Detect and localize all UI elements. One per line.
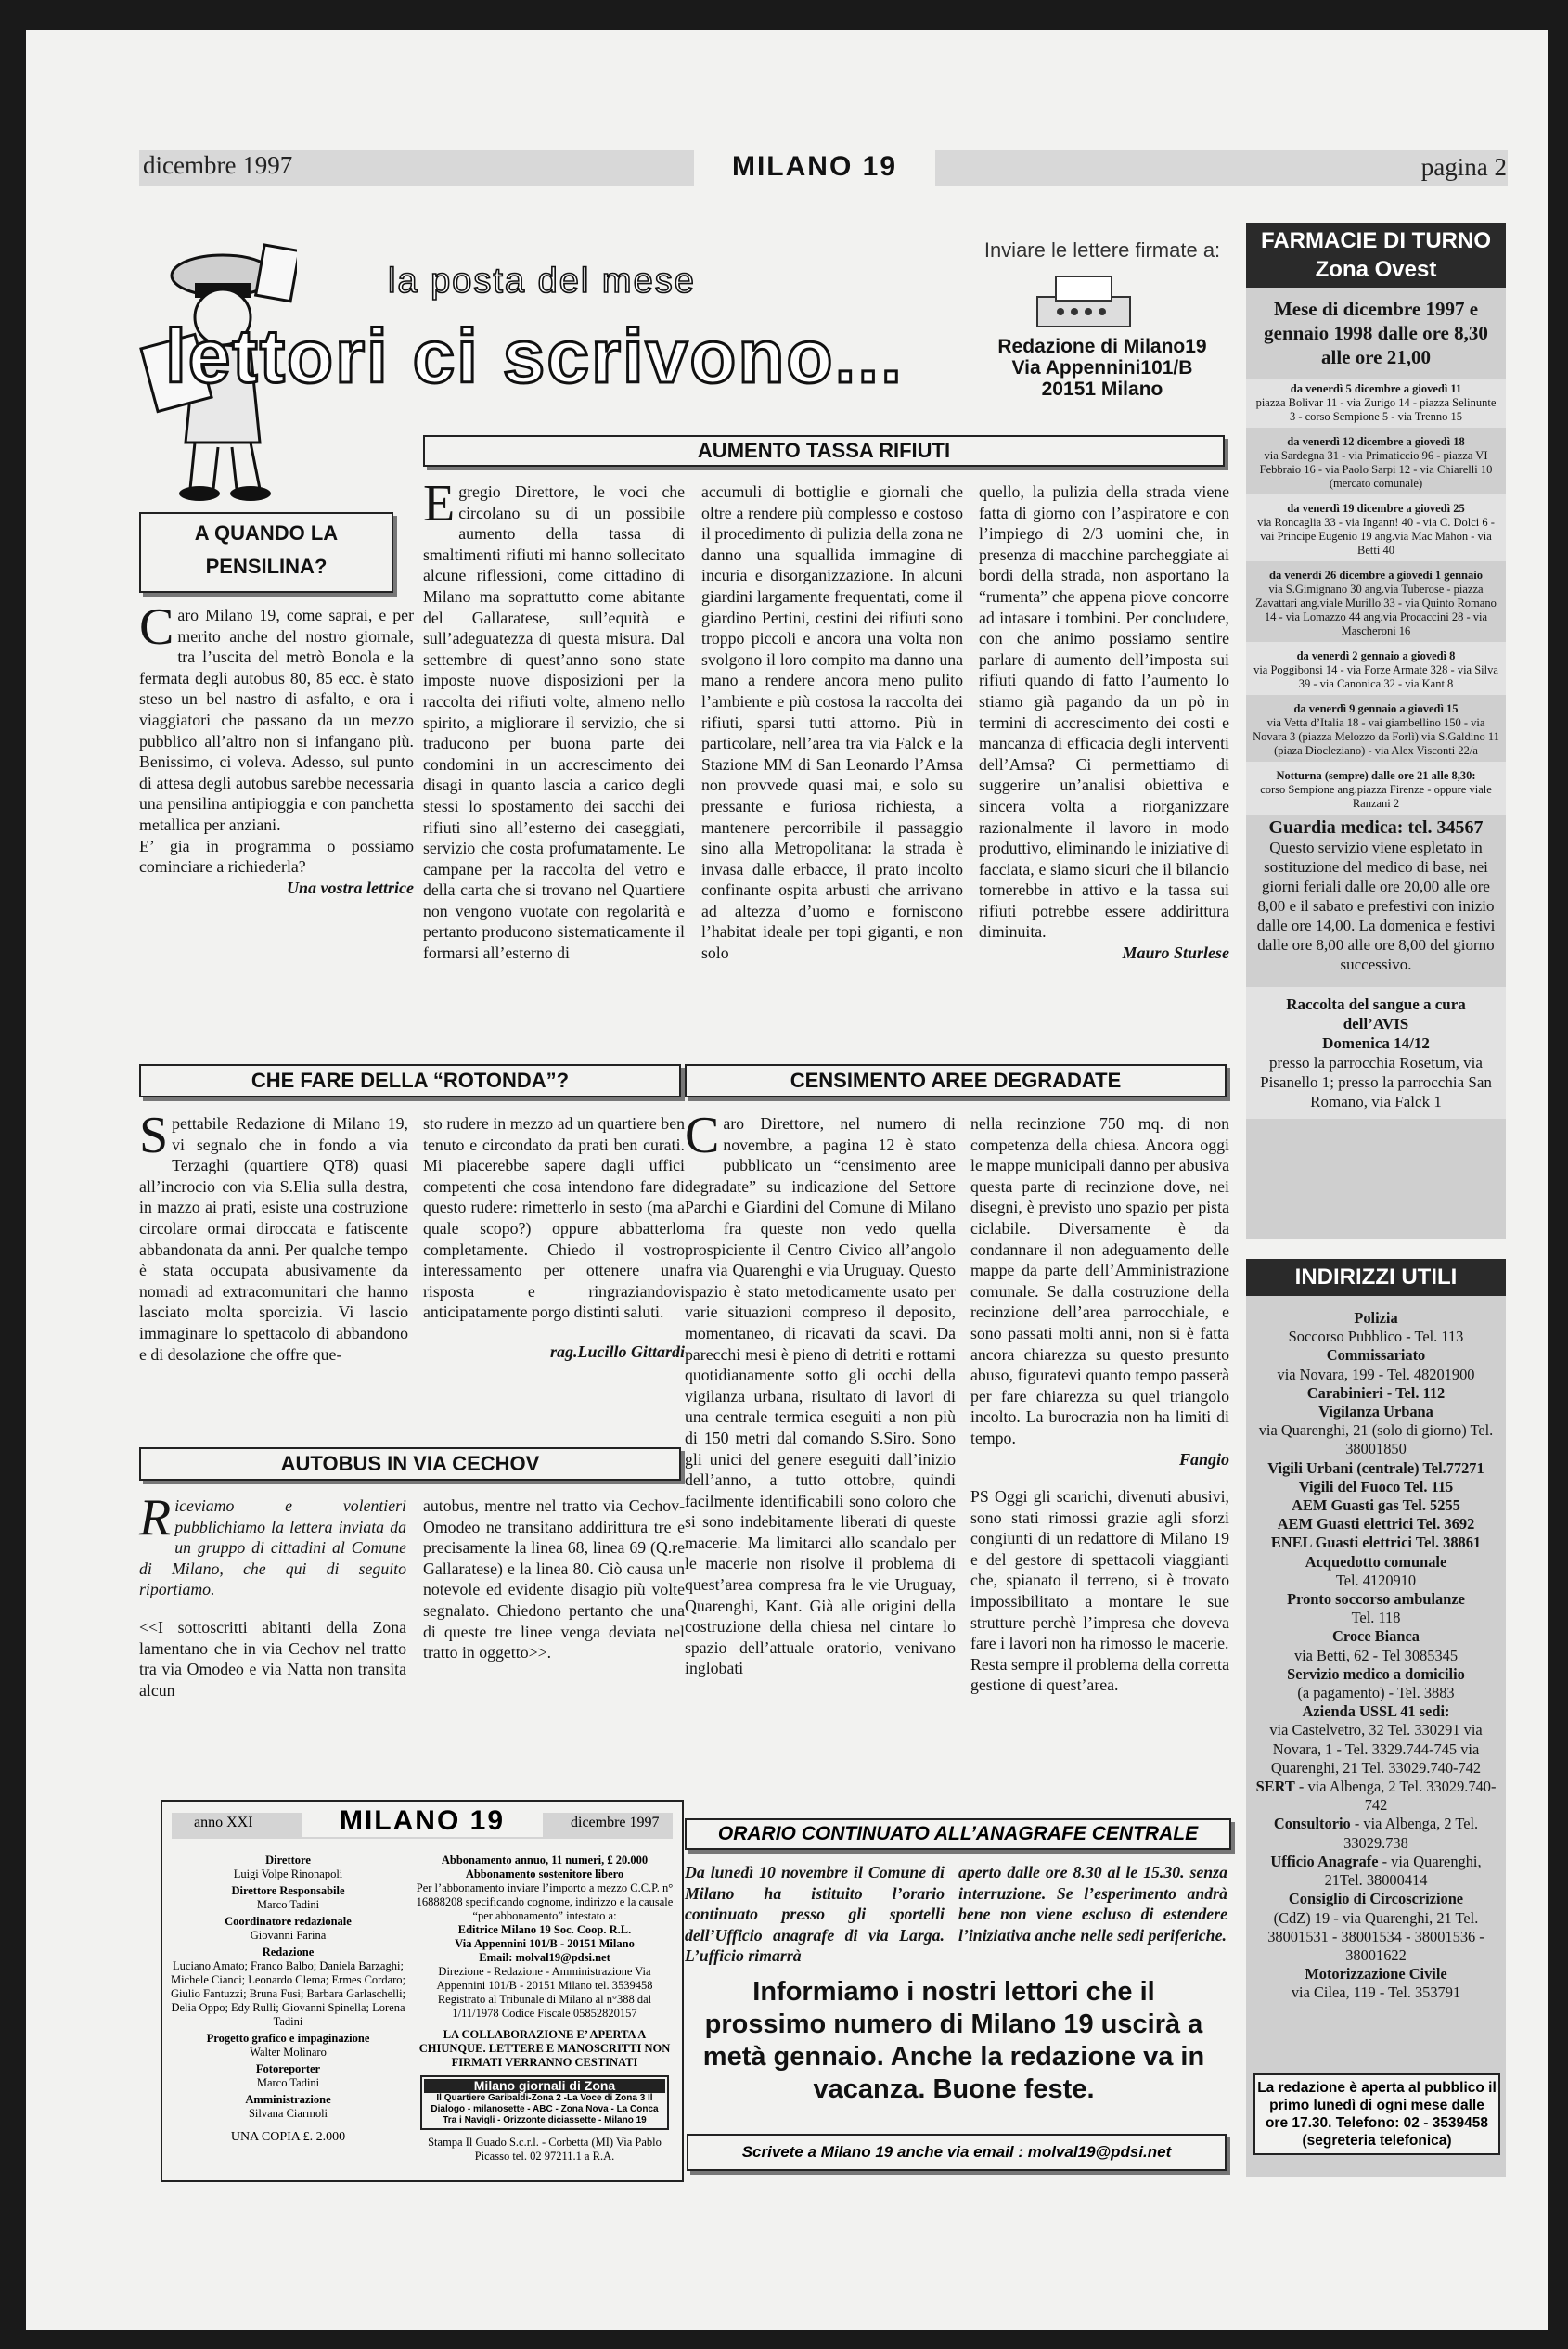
letter2-col2: [701, 481, 963, 964]
useful-name: AEM Guasti gas Tel. 5255: [1292, 1496, 1460, 1515]
useful-name: Consultorio: [1273, 1815, 1351, 1833]
publisher-registration: Direzione - Redazione - Amministrazione Via Appennini 101/B - 20151 Milano tel. 3539458 Registrato al Tribunale di Milano al n°388 dal 1/11/1978 Codice Fiscale 05852820157: [436, 1965, 653, 2020]
useful-info: Tel. 118: [1351, 1609, 1401, 1627]
letter4-ps: PS Oggi gli scarichi, divenuti abusivi, sono stati rimossi grazie agli sforzi congiunti di un redattore di Milano 19 e del gestore di spettacoli viaggianti che, spianato il terreno, si è trovato impossibilitato a montare le sue strutture perchè l’impresa che doveva fare i lavori non ha rimosso le macerie.: [970, 1487, 1229, 1653]
pharmacy-week: [1246, 494, 1506, 561]
useful-info: - via Albenga, 2 Tel. 33029.738: [1343, 1815, 1479, 1852]
staff-names: Luciano Amato; Franco Balbo; Daniela Barzaghi; Michele Cianci; Leonardo Clema; Ermes Cordaro; Giulio Fantuzzi; Bruna Fusi; Barbara Garlaschelli; Delia Oppo; Edy Rulli; Giovanni Spinella; Lorena Tadini: [170, 1959, 406, 2028]
pharmacy-week-addresses: via Vetta d’Italia 18 - vai giambellino 150 - via Novara 3 (piazza Melozzo da Forlì) via S.Galdino 11 (piaza Diocleziano) - via Alex Visconti 22/a: [1253, 716, 1499, 757]
useful-name: Commissariato: [1326, 1346, 1426, 1365]
useful-name: Carabinieri - Tel. 112: [1306, 1383, 1446, 1402]
holiday-notice: Informiamo i nostri lettori che il prossimo numero di Milano 19 uscirà a metà gennaio. Anche la redazione va in vacanza. Buone feste.: [702, 1977, 1205, 2104]
anagrafe-text1: Da lunedì 10 novembre il Comune di Milano ha istituito l’orario continuato presso gli sportelli dell’Ufficio anagrafe di via Larga. L’ufficio rimarrà: [685, 1863, 945, 1966]
pharmacy-week: [1246, 642, 1506, 695]
useful-info: via Castelvetro, 32 Tel. 330291 via Novara, 1 - Tel. 3329.744-745 via Quarenghi, 21 Tel. 33029.740-742: [1269, 1721, 1483, 1777]
subscription-annual: Abbonamento annuo, 11 numeri, £ 20.000: [441, 1854, 649, 1867]
letter2-col3: [979, 481, 1229, 964]
pharmacy-zone: Zona Ovest: [1315, 257, 1437, 282]
letter4-ps2: Resta sempre il problema della corretta gestione di quest’area.: [970, 1654, 1229, 1695]
typewriter-icon: [1028, 269, 1139, 334]
staff-role: Amministrazione: [245, 2093, 331, 2106]
letter3-col2: [423, 1113, 685, 1363]
pharmacy-week-addresses: via Roncaglia 33 - via Ingann! 40 - via C. Dolci 6 - vai Principe Eugenio 19 ang.via Mac Mahon - via Betti 40: [1257, 516, 1495, 557]
useful-name: Motorizzazione Civile: [1305, 1965, 1447, 1983]
staff-names: Giovanni Farina: [250, 1929, 327, 1942]
blood-donation: [1246, 987, 1506, 1119]
useful-name: AEM Guasti elettrici Tel. 3692: [1277, 1515, 1475, 1534]
pharmacy-week: [1246, 379, 1506, 428]
useful-name: Pronto soccorso ambulanze: [1287, 1590, 1465, 1609]
staff-names: Silvana Ciarmoli: [248, 2107, 328, 2120]
send-to-address: [940, 336, 1265, 400]
guardia-text: Questo servizio viene espletato in sostituzione del medico di base, nei giorni feriali dalle ore 20,00 alle ore 8,00 e il sabato e prefestivi con inizio dalle ore 14,00. La domenica e festivi dalle ore 8,00 alle ore 8,00 del giorno successivo.: [1256, 839, 1496, 973]
useful-title: INDIRIZZI UTILI: [1246, 1259, 1506, 1296]
useful-info: (CdZ) 19 - via Quarenghi, 21 Tel. 38001531 - 38001534 - 38001536 - 38001622: [1267, 1908, 1484, 1964]
office-hours-box: La redazione è aperta al pubblico il primo lunedì di ogni mese dalle ore 17.30. Telefono: 02 - 3539458 (segreteria telefonica): [1253, 2073, 1500, 2155]
subscription-instructions: Per l’abbonamento inviare l’importo a mezzo C.C.P. n° 16888208 specificando cognome, indirizzo e la causale “per abbonamento” intestato a:: [416, 1881, 674, 1922]
pharmacy-week-dates: da venerdì 5 dicembre a giovedì 11: [1290, 382, 1462, 395]
masthead-info: [415, 1854, 675, 2163]
header-page-number: pagina 2: [1420, 153, 1507, 181]
anagrafe-title-box: [685, 1818, 1231, 1850]
useful-name: Consiglio di Circoscrizione: [1288, 1890, 1464, 1908]
letter5-col1: [139, 1489, 406, 1701]
letter3-col1: [139, 1107, 408, 1365]
letter4-signature: Fangio: [1178, 1449, 1229, 1469]
pharmacy-week-dates: da venerdì 12 dicembre a giovedì 18: [1287, 435, 1465, 448]
pharmacy-header: [1246, 223, 1506, 288]
useful-name: Azienda USSL 41 sedi:: [1302, 1702, 1450, 1721]
letter1-text: Caro Milano 19, come saprai, e per merito anche del nostro giornale, tra l’uscita del metrò Bonola e la fermata degli autobus 80, 85 ecc. è stato steso un bel nastro di asfalto, e ora i viaggiatori che passano da un mezzo pubblico all’altro non si infangano più. Benissimo, ci voleva. Adesso, sul punto di attesa degli autobus sarebbe necessaria una pensilina antipioggia e con panchetta metallica per anziani.: [139, 598, 414, 834]
blood-text: presso la parrocchia Rosetum, via Pisanello 1; presso la parrocchia San Romano, via Falck 1: [1260, 1054, 1492, 1110]
pharmacy-week-dates: da venerdì 2 gennaio a giovedì 8: [1296, 649, 1456, 662]
printer-info: Stampa Il Guado S.c.r.l. - Corbetta (MI) Via Pablo Picasso tel. 02 97211.1 a R.A.: [428, 2136, 662, 2163]
publisher-address: Via Appennini 101/B - 20151 Milano: [455, 1937, 635, 1950]
useful-info: (a pagamento) - Tel. 3883: [1297, 1684, 1455, 1702]
letter1-text2: E’ gia in programma o possiamo cominciare a richiederla?: [139, 836, 414, 877]
zone-papers-list: Il Quartiere Garibaldi-Zona 2 -La Voce di Zona 3 Il Dialogo - milanosette - ABC - Zona Nova - La Conca Tra i Navigli - Orizzonte diciassette - Milano 19: [431, 2093, 659, 2125]
masthead-date: dicembre 1997: [571, 1815, 660, 1830]
staff-role: Direttore Responsabile: [231, 1884, 345, 1897]
useful-name: Vigilanza Urbana: [1318, 1403, 1433, 1421]
useful-name: Servizio medico a domicilio: [1287, 1664, 1465, 1683]
letter3-title: CHE FARE DELLA “ROTONDA”?: [139, 1064, 681, 1097]
useful-name: Ufficio Anagrafe: [1270, 1852, 1379, 1870]
pharmacy-week: [1246, 428, 1506, 494]
useful-name: SERT: [1255, 1778, 1295, 1796]
useful-info: via Quarenghi, 21 (solo di giorno) Tel. 38001850: [1258, 1421, 1494, 1458]
blood-title: Raccolta del sangue a cura dell’AVIS: [1286, 995, 1466, 1033]
useful-panel: [1246, 1259, 1506, 2177]
useful-info: via Novara, 199 - Tel. 48201900: [1277, 1365, 1475, 1383]
zone-papers-box: [420, 2075, 669, 2130]
pharmacy-week-dates: da venerdì 9 gennaio a giovedì 15: [1293, 702, 1459, 715]
staff-role: Coordinatore redazionale: [225, 1915, 352, 1928]
publisher-name: Editrice Milano 19 Soc. Coop. R.L.: [457, 1923, 632, 1936]
useful-name: Vigili del Fuoco Tel. 115: [1298, 1477, 1454, 1495]
letter2-signature: Mauro Sturlese: [1122, 943, 1229, 963]
letter3-text2: sto rudere in mezzo ad un quartiere ben tenuto e circondato da prati ben curati. Mi piacerebbe sapere dagli uffici competenti che cosa intendono fare di questo rudere: rimetterlo in sesto (ma a quale scopo?) oppure abbatterlo completamente. Chiedo il vostro interessamento per ottenere una risposta e ringraziandovi anticipatamente porgo distinti saluti.: [423, 1114, 685, 1322]
letter1-title: A QUANDO LA PENSILINA?: [139, 512, 393, 593]
send-to-line2: Via Appennini101/B: [1011, 357, 1193, 379]
newspaper-page: [26, 30, 1548, 2330]
publisher-email: Email: molval19@pdsi.net: [479, 1951, 610, 1964]
letter4-text2: nella recinzione 750 mq. di non competenza della chiesa. Ancora oggi le mappe municipali danno per abusiva questa parte di recinzione dove, nei disegni, è previsto uno spazio per pista ciclabile. Diversamente è da condannare il non adeguamento delle mappe da parte dell’Amministrazione comunale. Se dalla costruzione della recinzione dell’area parrocchiale, e sono passati molti anni, non si è fatta ancora chiarezza su questo presunto abuso, figuratevi quanto tempo passerà per fare chiarezza su quel triangolo incolto. La burocrazia non ha limiti di tempo.: [970, 1114, 1229, 1447]
header-logo: MILANO 19: [731, 151, 898, 182]
pharmacy-week-dates: da venerdì 19 dicembre a giovedì 25: [1287, 502, 1465, 515]
letter5-title: AUTOBUS IN VIA CECHOV: [139, 1447, 681, 1481]
masthead-year: anno XXI: [194, 1815, 253, 1830]
staff-names: Luigi Volpe Rinonapoli: [233, 1868, 343, 1880]
pharmacy-week-dates: da venerdì 26 dicembre a giovedì 1 gennaio: [1269, 569, 1483, 582]
anagrafe-col2: [958, 1862, 1227, 1945]
pharmacy-hours: Mese di dicembre 1997 e gennaio 1998 dalle ore 8,30 alle ore 21,00: [1264, 298, 1488, 368]
useful-name: Vigili Urbani (centrale) Tel.77271: [1267, 1458, 1484, 1477]
useful-info: Soccorso Pubblico - Tel. 113: [1288, 1328, 1464, 1346]
letter5-col2: [423, 1495, 685, 1663]
useful-name: Acquedotto comunale: [1305, 1552, 1447, 1571]
staff-role: Progetto grafico e impaginazione: [206, 2032, 370, 2045]
letter1-body: [139, 598, 414, 898]
useful-list: [1246, 1296, 1506, 2003]
letter4-title: CENSIMENTO AREE DEGRADATE: [685, 1064, 1227, 1097]
letter1-signature: Una vostra lettrice: [287, 878, 414, 897]
letter2-text2: accumuli di bottiglie e giornali che oltre a rendere più complesso e costoso il procedimento di pulizia della zona ne danno una squallida immagine di incuria e disorganizzazione. In alcuni giardini largamente frequentati, come il giardino Pertini, cestini dei rifiuti sono troppo piccoli e ancora una volta non svolgono il loro compito ma danno una mano a rendere ancora meno pulito l’ambiente e più costosa la raccolta dei rifiuti, sparsi tutti attorno. Più in particolare, nell’area tra via Falck e la Stazione MM di San Leonardo l’Amsa non provvede quasi mai, e solo su pressante e furiosa richiesta, a mantenere percorribile il passaggio sino alla Metropolitana: la strada è invasa dalle erbacce, il prato incolto confinante ospita arbusti che arrivano ad altezza d’uomo e forniscono l’habitat ideale per topi giganti, e non solo: [701, 482, 963, 963]
header-date: dicembre 1997: [143, 151, 293, 179]
send-to-line3: 20151 Milano: [1041, 379, 1163, 400]
pharmacy-night-addresses: corso Sempione ang.piazza Firenze - oppure viale Ranzani 2: [1260, 783, 1492, 810]
pharmacy-title: FARMACIE DI TURNO: [1261, 228, 1491, 253]
useful-info: - via Quarenghi, 21Tel. 38000414: [1324, 1852, 1482, 1890]
masthead-box: [161, 1800, 684, 2182]
pharmacy-week: [1246, 561, 1506, 642]
letter5-intro: Riceviamo e volentieri pubblichiamo la lettera inviata da un gruppo di cittadini al Comune di Milano, che qui di seguito riportiamo.: [139, 1489, 406, 1599]
letter3-signature: rag.Lucillo Gittardi: [549, 1341, 685, 1361]
letter5-text2: autobus, mentre nel tratto via Cechov-Omodeo ne transitano addirittura tre e precisamente la linea 68, linea 69 (Q.re Gallaratese) e la linea 80. Ciò causa un notevole ed evidente disagio più volte segnalato. Chiedono pertanto che una di queste tre linee venga deviata nel tratto in oggetto>>.: [423, 1496, 685, 1662]
letter4-text1: Caro Direttore, nel numero di novembre, a pagina 12 è stato pubblicato un “censimento aree degradate” su indicazione del Settore Parchi e Giardini del Comune di Milano ma fra queste non vedo quella prospiciente il Centro Civico all’angolo fra via Quarenghi e via Uruguay. Questo spazio è stato metodicamente usato per varie situazioni compreso il deposito, momentaneo, di ricavati da scavi. Da parecchi mesi è pieno di detriti e rottami quotidianamente sotto gli occhi della vigilanza urbana, risultato di lavori di una centrale termica eseguiti a non più di 150 metri dal comando S.Siro. Sono gli unici del genere eseguiti dall’inizio dell’anno, a tutto ottobre, quindi facilmente identificabili sono coloro che si sono indebitamente liberati di queste macerie. Ma limitarci allo scandalo per le macerie non risolve il problema di quest’area compresa fra le vie Uruguay, Quarenghi, Kant. Già alle origini della costruzione della chiesa nel cintare lo spazio dell’attuale oratorio, venivano inglobati: [685, 1107, 956, 1678]
pharmacy-week-addresses: via Sardegna 31 - via Primaticcio 96 - piazza VI Febbraio 16 - via Paolo Sarpi 12 - via Chiarelli 10 (mercato comunale): [1259, 449, 1493, 490]
pharmacy-night-title: Notturna (sempre) dalle ore 21 alle 8,30:: [1276, 769, 1476, 782]
pharmacy-week-addresses: via Poggibonsi 14 - via Forze Armate 328 - via Silva 39 - via Canonica 32 - via Kant 8: [1253, 663, 1498, 690]
anagrafe-text2: aperto dalle ore 8.30 al le 15.30. senza interruzione. Se l’esperimento andrà bene non viene escluso di estendere l’iniziativa anche nelle sedi periferiche.: [958, 1863, 1227, 1945]
masthead-logo: MILANO 19: [302, 1805, 543, 1837]
pharmacy-week-addresses: via S.Gimignano 30 ang.via Tuberose - piazza Zavattari ang.viale Murillo 33 - via Quinto Romano 14 - via Lomazzo 44 ang.via Procaccini 28 - via Mascheroni 16: [1255, 583, 1497, 637]
useful-info: - via Albenga, 2 Tel. 33029.740-742: [1298, 1778, 1497, 1815]
staff-names: Walter Molinaro: [250, 2046, 327, 2059]
letter5-text1: <<I sottoscritti abitanti della Zona lamentano che in via Cechov nel tratto tra via Omodeo e via Natta non transita alcun: [139, 1617, 406, 1700]
staff-role: Redazione: [262, 1945, 315, 1958]
letter4-col1: [685, 1107, 956, 1679]
useful-name: ENEL Guasti elettrici Tel. 38861: [1270, 1534, 1482, 1552]
staff-names: Marco Tadini: [256, 2076, 320, 2089]
staff-names: Marco Tadini: [256, 1898, 320, 1911]
subscription-supporter: Abbonamento sostenitore libero: [465, 1868, 624, 1880]
letter2-col1: [423, 475, 685, 964]
useful-info: Tel. 4120910: [1335, 1571, 1417, 1589]
guardia-medica: [1246, 815, 1506, 974]
header-logo-box: [694, 145, 935, 189]
letter2-title: AUMENTO TASSA RIFIUTI: [423, 435, 1225, 467]
anagrafe-col1: [685, 1862, 945, 1967]
letter2-text3: quello, la pulizia della strada viene fatta di giorno con l’aspiratore e con l’impiego di 2/3 uomini che, in presenza di macchine parcheggiate ai bordi della strada, non asportano la “rumenta” che appena piove concorre ad intasare i tombini. Per concludere, con che animo possiamo sentire parlare di aumento dell’imposta sui rifiuti quando di fatto l’aumento lo stiamo già pagando da un pò in termini di accrescimento dei costi e mancanza di efficacia degli interventi dell’Amsa? Ci permettiamo di suggerire un’analisi obiettiva e sincera volta a riorganizzare razionalmente il lavoro in modo produttivo, eliminando le iniziative di facciata, e siamo sicuri che il bilancio tornerebbe in attivo e la tassa sui rifiuti potrebbe essere addirittura diminuita.: [979, 482, 1229, 942]
pharmacy-week-addresses: piazza Bolivar 11 - via Zurigo 14 - piazza Selinunte 3 - corso Sempione 5 - via Trenno 15: [1255, 396, 1497, 423]
title-headline: lettori ci scrivono...: [165, 314, 904, 399]
letter3-text1: Spettabile Redazione di Milano 19, vi segnalo che in fondo a via Terzaghi (quartiere QT8) quasi all’incrocio con via S.Elia sulla destra, in mazzo ai prati, esiste una costruzione circolare ormai diroccata e fatiscente abbandonata da anni. Per qualche tempo è stata occupata abusivamente da nomadi ad extracomunitari che hanno lasciato molta sporcizia. Vi lascio immaginare lo spettacolo di abbandono e di desolazione che offre que-: [139, 1107, 408, 1364]
email-box: [687, 2134, 1227, 2171]
masthead-price: UNA COPIA £. 2.000: [230, 2130, 346, 2144]
letter2-text1: Egregio Direttore, le voci che circolano su di un possibile aumento della tassa di smaltimenti rifiuti mi hanno sollecitato alcune riflessioni, come cittadino di Milano ma soprattutto come abitante del Gallaratese, sull’equità e sull’adeguatezza di questa misura. Dal settembre di quest’anno sono state imposte nuove disposizioni per la raccolta dei rifiuti volte, almeno nello spirito, a migliorare il servizio, che si traducono per buona parte dei condomini in un accrescimento dei disagi in quanto lascia a carico degli stessi lo spostamento dei sacchi dei rifiuti sino all’esterno dei caseggiati, servizio che costa profumatamente. Le campane per la raccolta del vetro e della carta che si trovano nel Quartiere non vengono vuotate con regolarità e pertanto producono sistematicamente il formarsi all’esterno di: [423, 475, 685, 963]
collaboration-note: LA COLLABORAZIONE E’ APERTA A CHIUNQUE. LETTERE E MANOSCRITTI NON FIRMATI VERRANNO CESTINATI: [418, 2028, 671, 2069]
send-to-line1: Redazione di Milano19: [997, 336, 1207, 357]
guardia-title: Guardia medica: tel. 34567: [1268, 817, 1484, 838]
useful-info: via Betti, 62 - Tel 3085345: [1293, 1646, 1459, 1664]
send-to-label: Inviare le lettere firmate a:: [983, 238, 1221, 262]
useful-name: Croce Bianca: [1332, 1627, 1420, 1646]
pharmacy-week: [1246, 695, 1506, 762]
useful-info: via Cilea, 119 - Tel. 353791: [1291, 1983, 1461, 2002]
anagrafe-title: ORARIO CONTINUATO ALL’ANAGRAFE CENTRALE: [717, 1823, 1199, 1844]
pharmacy-panel: [1246, 223, 1506, 1239]
useful-name: Polizia: [1354, 1309, 1398, 1327]
blood-date: Domenica 14/12: [1322, 1034, 1430, 1052]
zone-papers-title: Milano giornali di Zona: [424, 2079, 665, 2093]
masthead-staff: [170, 1854, 406, 2144]
staff-role: Direttore: [265, 1854, 311, 1867]
email-notice: Scrivete a Milano 19 anche via email : molval19@pdsi.net: [741, 2143, 1172, 2161]
staff-role: Fotoreporter: [255, 2062, 321, 2075]
title-kicker: la posta del mese: [388, 262, 696, 301]
pharmacy-night: [1246, 762, 1506, 815]
letter4-col2: [970, 1113, 1229, 1696]
